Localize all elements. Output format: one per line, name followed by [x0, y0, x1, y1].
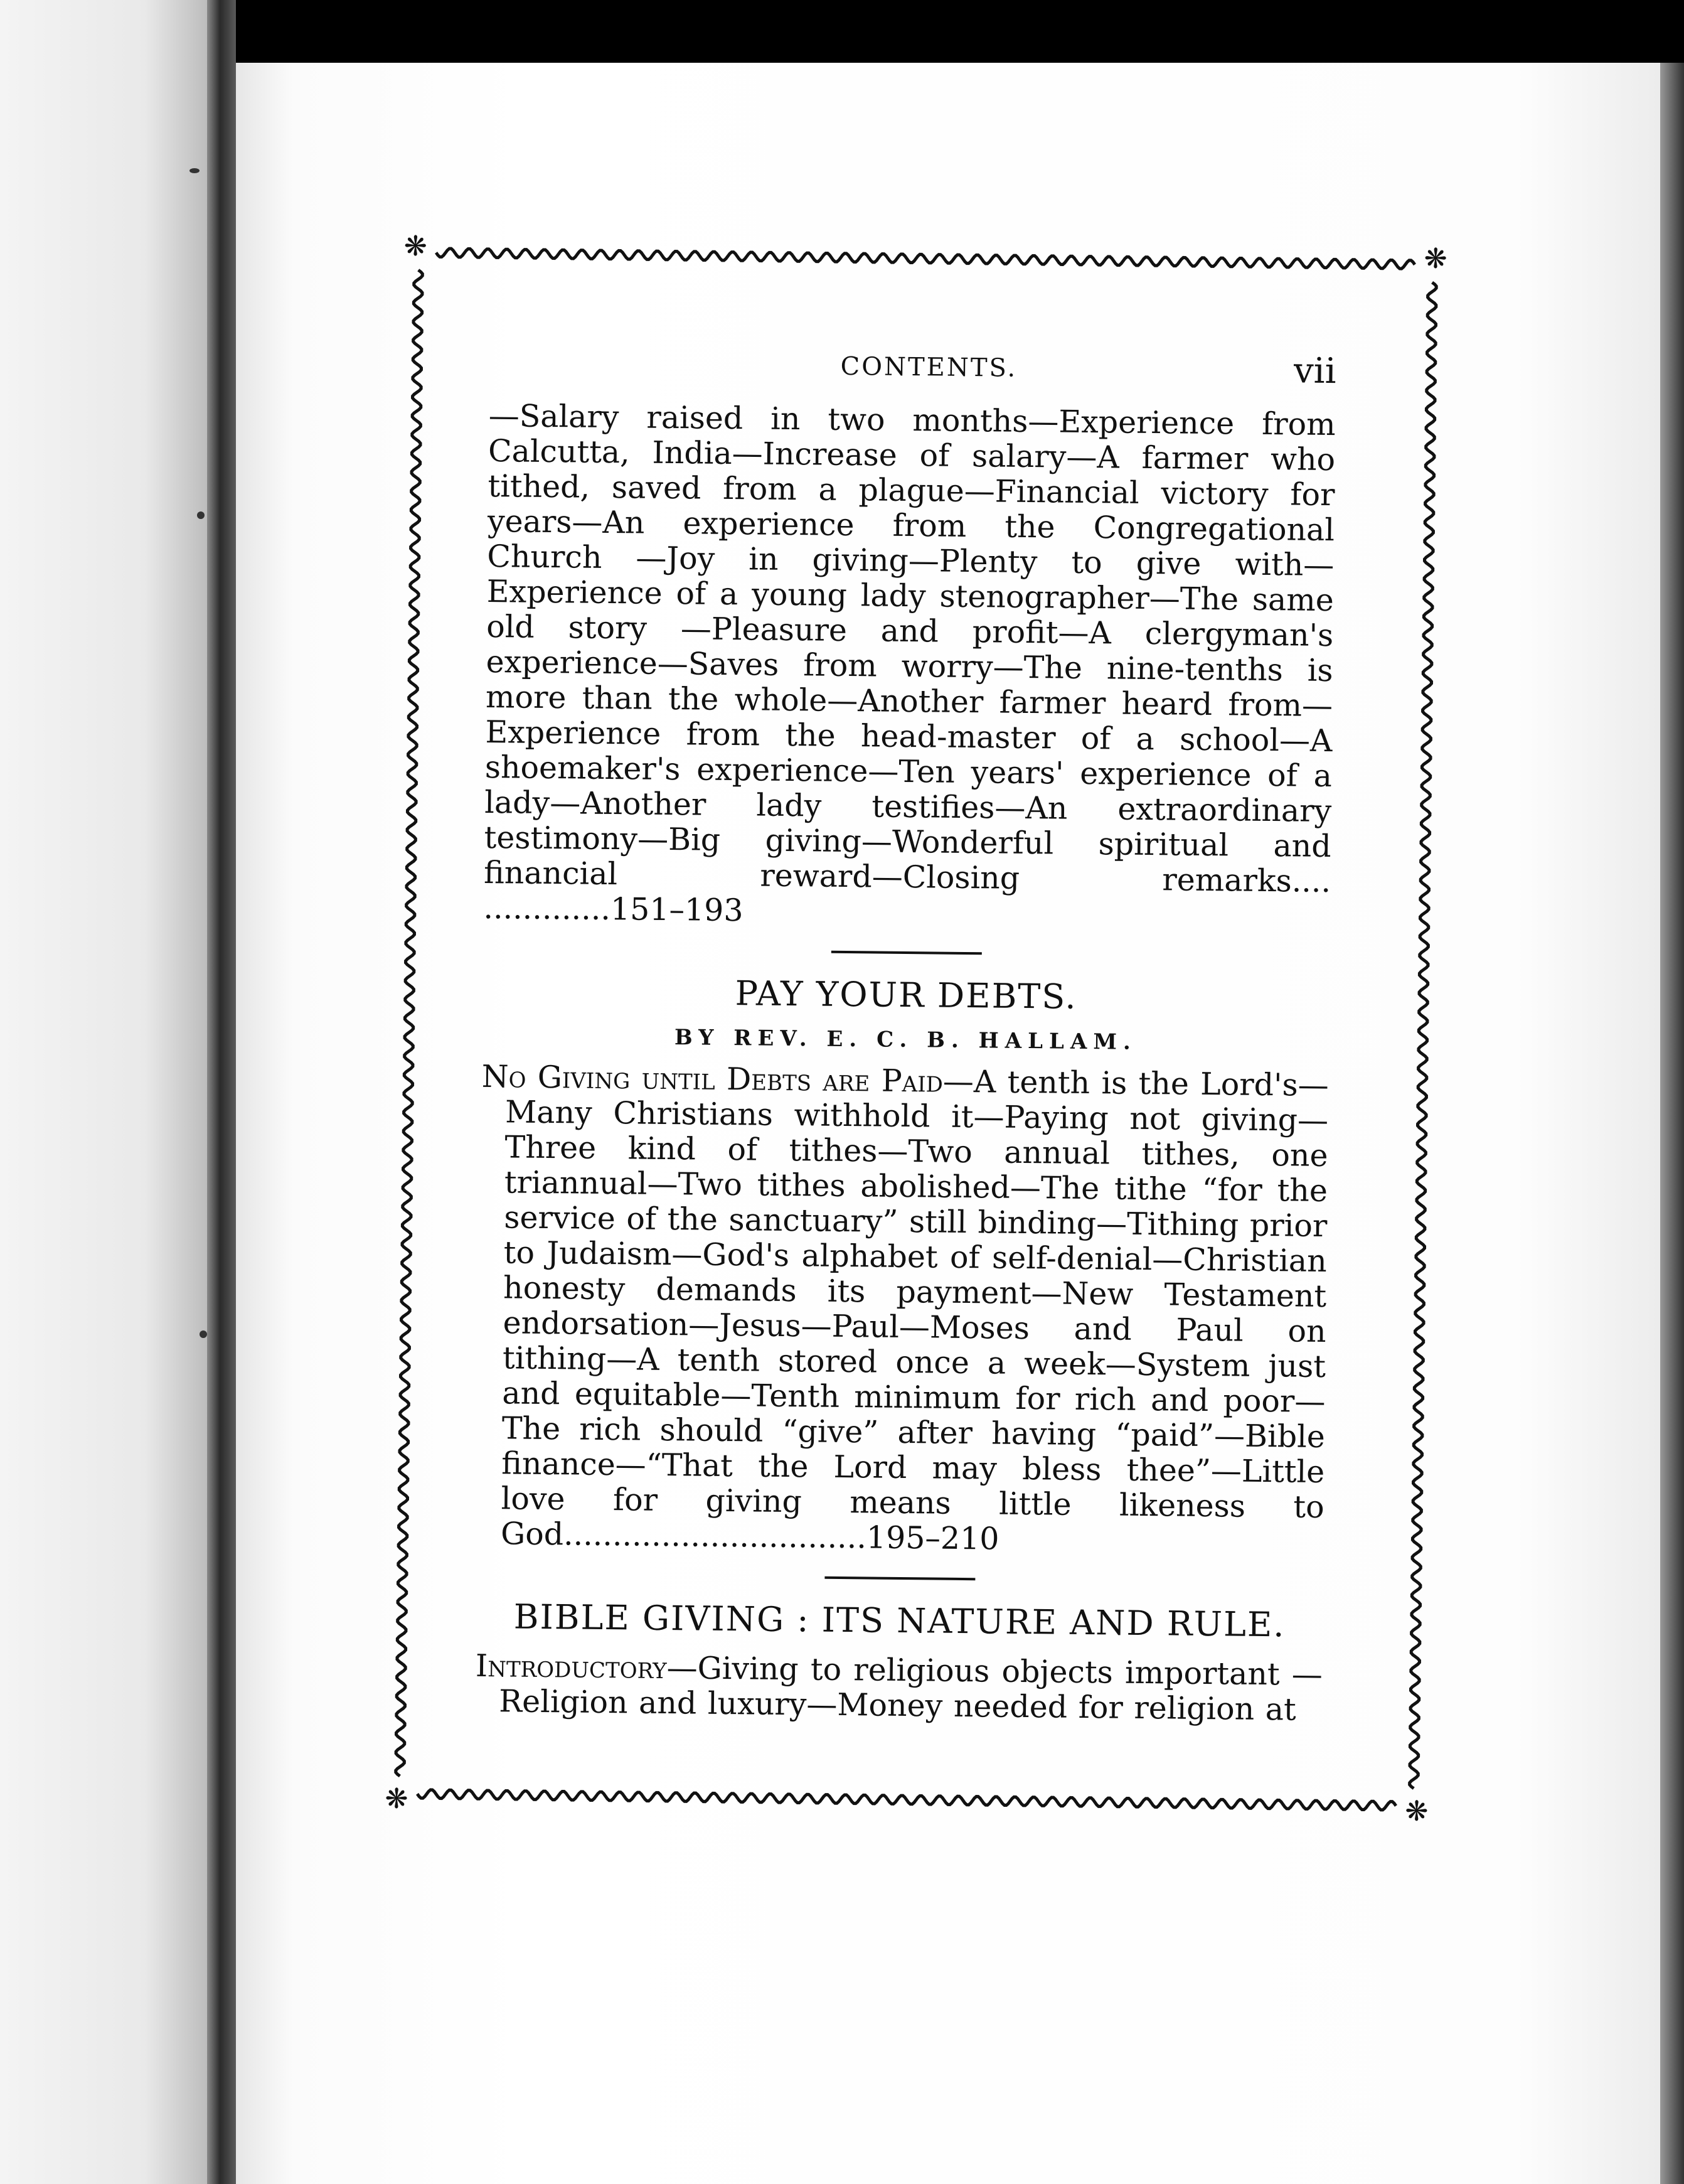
entry-lead-in: Introductory — [475, 1647, 667, 1686]
margin-speck — [200, 1330, 207, 1338]
section-divider — [831, 951, 982, 955]
margin-speck — [197, 511, 205, 519]
dot-leaders: .... ............. — [483, 863, 1331, 928]
section-divider — [824, 1576, 975, 1581]
contents-entry — [477, 1059, 1329, 1560]
dot-leaders: ............................... — [563, 1516, 867, 1556]
contents-entry — [475, 1649, 1323, 1728]
entry-text: —Giving to religious objects important —Religion and luxury—Money needed for religion at — [499, 1650, 1323, 1728]
entry-lead-in: No Giving until Debts are Paid — [481, 1058, 944, 1100]
page-range: 151–193 — [610, 891, 743, 929]
margin-speck — [189, 168, 200, 173]
top-scan-edge — [236, 0, 1684, 63]
book-gutter — [207, 0, 236, 2184]
running-head: CONTENTS. — [840, 351, 1018, 383]
entry-text: —A tenth is the Lord's—Many Christians withhold it—Paying not giving—Three kind of tithes—Two annual tithes, one triannual—Two tithes abolished—The tithe “for the service of the sanctuary” still binding—Tithing prior to Judaism—God's alphabet of self-denial—Christian honesty demands its payment—New Testament endorsation—Jesus—Paul—Moses and Paul on tithing—A tenth stored once a week—System just and equitable—Tenth minimum for rich and poor—The rich should “give” after having “paid”—Bible finance—“That the Lord may bless thee”—Little love for giving means little likeness to God — [500, 1063, 1329, 1553]
page-header — [489, 342, 1336, 407]
page-edge-shadow — [1660, 60, 1684, 2184]
corner-ornament-icon: ❋ — [1424, 242, 1447, 276]
contents-page-text — [475, 342, 1336, 1728]
contents-entry — [483, 399, 1336, 934]
section-title: PAY YOUR DEBTS. — [735, 973, 1077, 1017]
corner-ornament-icon: ❋ — [385, 1782, 408, 1816]
page-number: vii — [1293, 350, 1336, 392]
author-byline: BY REV. E. C. B. HALLAM. — [674, 1025, 1138, 1055]
entry-text: —Salary raised in two months—Experience from Calcutta, India—Increase of salary—A farmer who tithed, saved from a plague—Financial victory for years—An experience from the Congregational Church —Joy in giving—Plenty to give with—Experience of a young lady stenographer—The same old story —Pleasure and profit—A clergyman's experience—Saves from worry—The nine-tenths is more than the whole—Another farmer heard from—Experience from the head-master of a school—A shoemaker's experience—Ten years' experience of a lady—Another lady testifies—An extraordinary testimony—Big giving—Wonderful spiritual and financial reward—Closing remarks — [483, 397, 1336, 899]
corner-ornament-icon: ❋ — [1405, 1795, 1429, 1828]
page-range: 195–210 — [866, 1519, 999, 1557]
section-title: BIBLE GIVING : ITS NATURE AND RULE. — [513, 1597, 1286, 1645]
corner-ornament-icon: ❋ — [403, 230, 427, 263]
left-page-leaf — [0, 0, 207, 2184]
